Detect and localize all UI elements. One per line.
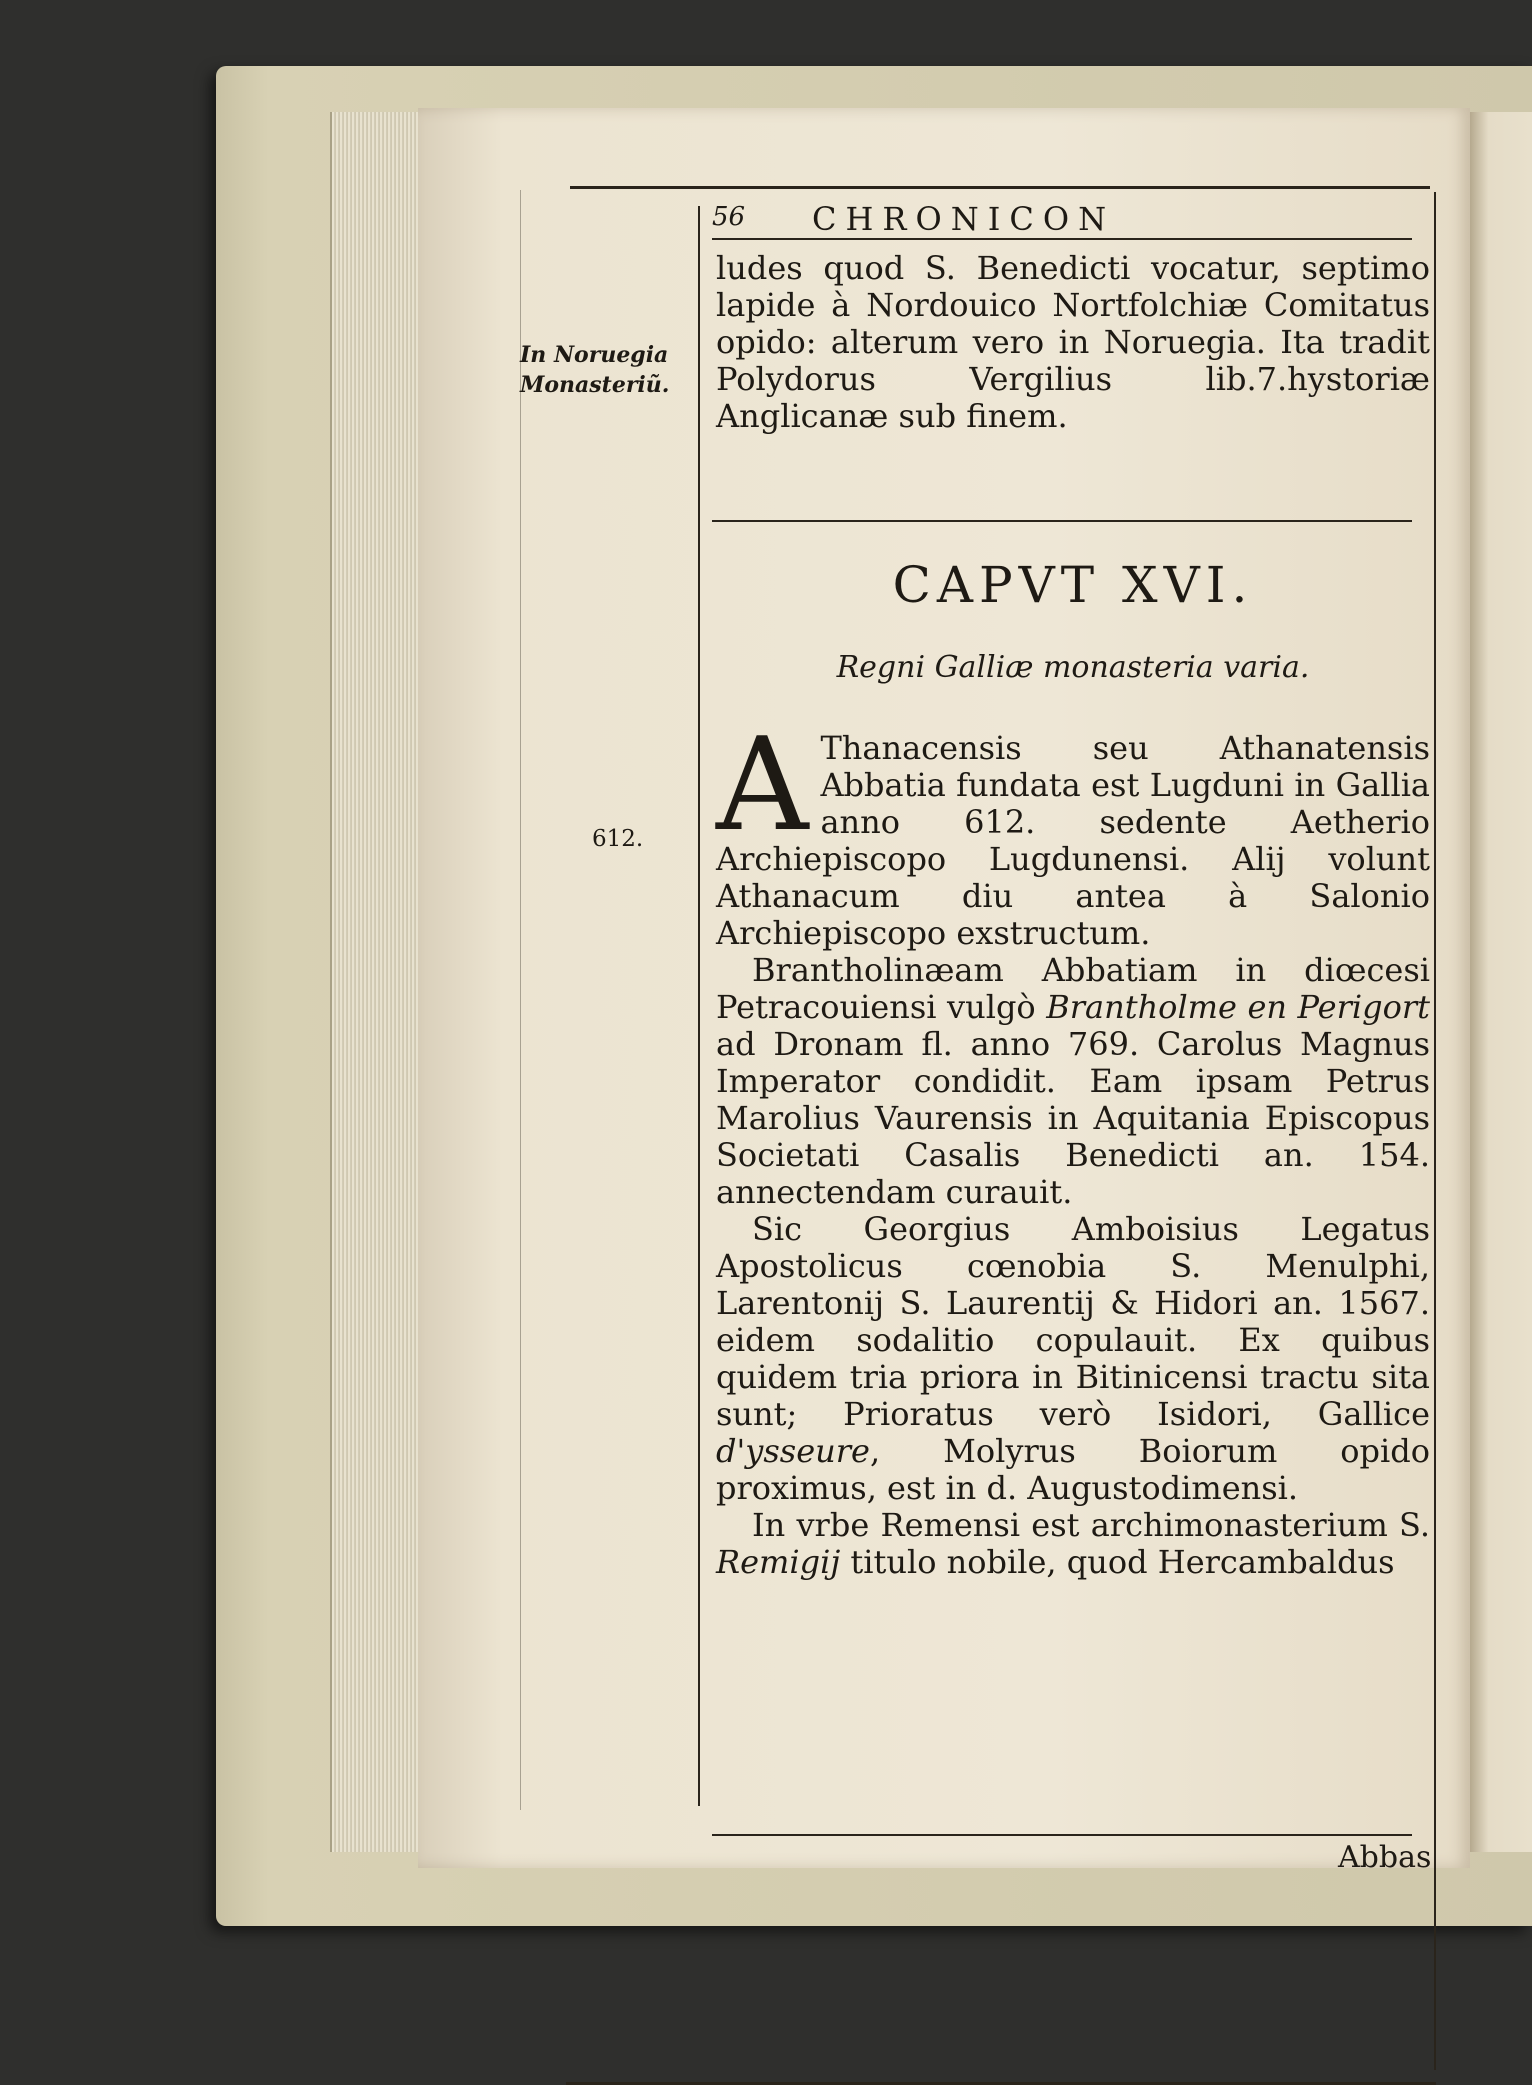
paragraph-4 — [716, 1507, 1430, 1581]
margin-note — [520, 340, 669, 400]
paragraph-4-rest: titulo nobile, quod Hercambaldus — [840, 1543, 1395, 1581]
bottom-text-rule — [712, 1834, 1412, 1836]
chapter-rule — [712, 520, 1412, 522]
top-text-block — [716, 250, 1430, 435]
header-rule — [712, 238, 1412, 240]
top-rule — [570, 186, 1430, 189]
paragraph-3-start: Sic Georgius Amboisius Legatus Apostolicus cœnobia S. Menulphi, Larentonij S. Laurentij & Hidori an. 1567. eidem sodalitio copulauit. Ex quibus quidem tria priora in Bitinicensi tractu sita sunt; Prioratus verò Isidori, Gallice — [716, 1210, 1430, 1433]
paragraph-2-start: Brantholinæam Abbatiam in diœcesi Petracouiensi vulgò — [716, 951, 1430, 1026]
page-number: 56 — [712, 202, 746, 232]
drop-capital: A — [716, 711, 809, 860]
page-edges — [330, 112, 422, 1852]
top-paragraph: ludes quod S. Benedicti vocatur, septimo lapide à Nordouico Nortfolchiæ Comitatus opido: alterum vero in Noruegia. Ita tradit Polydorus Vergilius lib.7.hystoriæ Anglicanæ sub finem. — [716, 249, 1430, 435]
outer-left-rule — [520, 190, 521, 1810]
paragraph-2 — [716, 952, 1430, 1211]
paragraph-4-start: In vrbe Remensi est archimonasterium S. — [752, 1506, 1430, 1544]
paragraph-3 — [716, 1211, 1430, 1507]
chapter-subtitle: Regni Galliæ monasteria varia. — [836, 650, 1310, 685]
margin-year: 612. — [592, 826, 644, 852]
catchword: Abbas — [1338, 1840, 1432, 1875]
chapter-title: CAPVT XVI. — [892, 556, 1254, 614]
margin-note-line1: In Noruegia — [520, 342, 669, 368]
right-rule — [1434, 192, 1436, 2070]
paragraph-1-text: Thanacensis seu Athanatensis Abbatia fundata est Lugduni in Gallia anno 612. sedente Aetherio Archiepiscopo Lugdunensi. Alij volunt Athanacum diu antea à Salonio Archiepiscopo exstructum. — [716, 729, 1430, 952]
paragraph-1 — [716, 711, 1430, 952]
facing-page-edge — [1470, 112, 1532, 1852]
paragraph-2-rest: ad Dronam fl. anno 769. Carolus Magnus Imperator condidit. Eam ipsam Petrus Marolius Vaurensis in Aquitania Episcopus Societati Casalis Benedicti an. 154. annectendam curauit. — [716, 1025, 1430, 1211]
left-column-rule — [698, 206, 700, 1806]
running-title: CHRONICON — [812, 200, 1116, 238]
paragraph-4-italic: Remigij — [716, 1543, 841, 1581]
body-text-block — [716, 711, 1430, 1581]
paragraph-3-italic: d'ysseure — [716, 1432, 870, 1470]
paragraph-2-italic: Brantholme en Perigort — [1046, 988, 1430, 1026]
paragraph-3-rest: , Molyrus Boiorum opido proximus, est in d. Augustodimensi. — [716, 1432, 1430, 1507]
margin-note-line2: Monasteriũ. — [520, 372, 670, 398]
